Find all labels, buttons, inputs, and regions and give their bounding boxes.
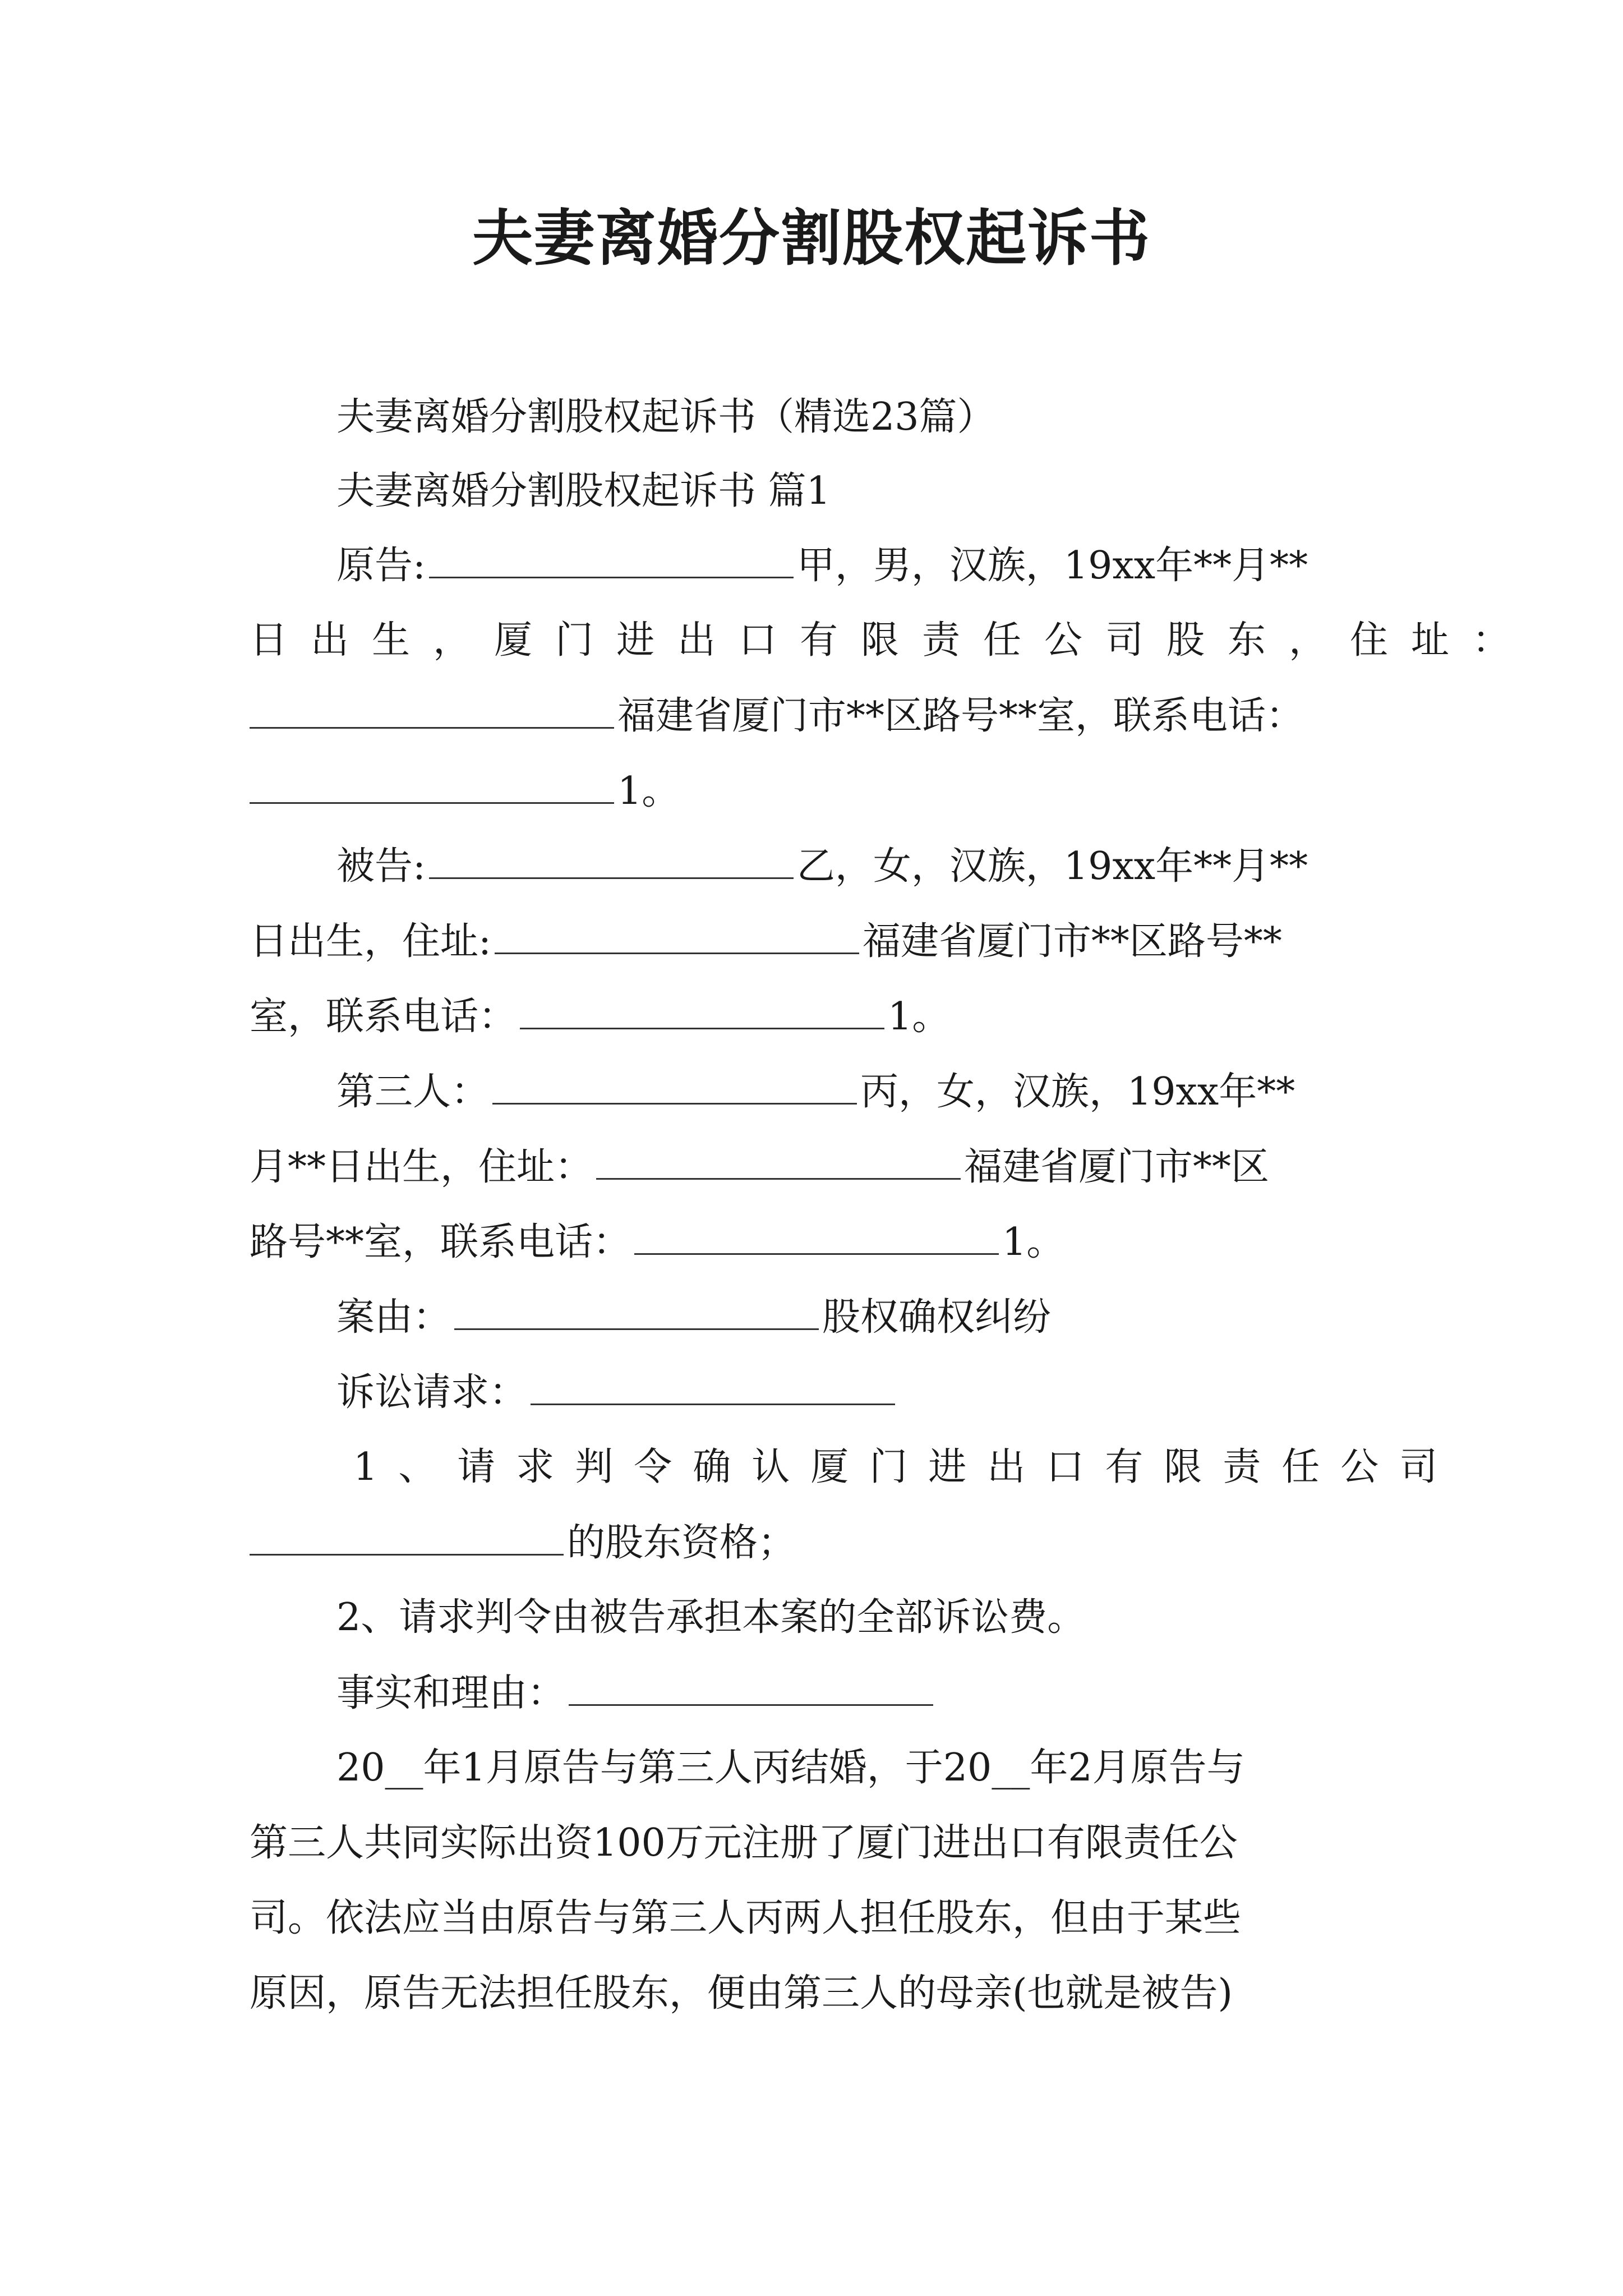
- defendant-line-3: [250, 988, 950, 1045]
- blank-field: [634, 1214, 999, 1255]
- claim-1-text: 1、请求判令确认厦门进出口有限责任公司: [353, 1445, 1459, 1489]
- third-party-birth: 月**日出生，住址：: [250, 1145, 593, 1189]
- blank-field: [495, 913, 859, 954]
- facts-paragraph-line-4: 原因，原告无法担任股东，便由第三人的母亲(也就是被告): [250, 1971, 1233, 2016]
- claims-heading: [336, 1364, 898, 1421]
- claim-1-tail: 的股东资格；: [567, 1521, 796, 1565]
- claim-2: 2、请求判令由被告承担本案的全部诉讼费。: [336, 1595, 1086, 1640]
- plaintiff-birth-company: 日出生，厦门进出口有限责任公司股东，住址：: [250, 618, 1534, 662]
- third-party-phone-label: 路号**室，联系电话：: [250, 1220, 631, 1264]
- document-title: 夫妻离婚分割股权起诉书: [472, 203, 1151, 274]
- blank-field: [250, 763, 614, 804]
- blank-field: [250, 1515, 564, 1556]
- plaintiff-line-2: [250, 613, 1533, 669]
- blank-field: [520, 988, 884, 1029]
- cause-label: 案由：: [336, 1295, 451, 1340]
- defendant-line-1: [336, 838, 1308, 895]
- subtitle: 夫妻离婚分割股权起诉书（精选23篇）: [336, 395, 995, 439]
- blank-field: [569, 1665, 933, 1706]
- plaintiff-info: 甲，男，汉族，19xx年**月**: [796, 544, 1308, 588]
- blank-field: [492, 1064, 857, 1105]
- defendant-address: 福建省厦门市**区路号**: [862, 919, 1282, 964]
- claim-1-line-2: [250, 1515, 796, 1571]
- cause-value: 股权确权纠纷: [822, 1295, 1052, 1340]
- section-heading: 夫妻离婚分割股权起诉书 篇1: [336, 469, 831, 513]
- plaintiff-line-3: [250, 688, 1304, 744]
- defendant-label: 被告:: [336, 844, 426, 889]
- blank-field: [250, 688, 614, 729]
- plaintiff-line-1: [336, 537, 1308, 594]
- third-party-line-3: [250, 1214, 1064, 1271]
- third-party-label: 第三人：: [336, 1070, 490, 1114]
- claims-label: 诉讼请求：: [336, 1370, 528, 1415]
- third-party-phone: 1。: [1002, 1220, 1065, 1264]
- blank-field: [454, 1289, 819, 1330]
- defendant-phone-label: 室，联系电话：: [250, 995, 517, 1039]
- blank-field: [429, 838, 794, 879]
- third-party-address: 福建省厦门市**区: [964, 1145, 1270, 1189]
- cause-line: [336, 1289, 1051, 1346]
- defendant-birth: 日出生，住址:: [250, 919, 491, 964]
- plaintiff-label: 原告:: [336, 544, 426, 588]
- plaintiff-line-4: [250, 763, 680, 820]
- defendant-phone: 1。: [888, 995, 951, 1039]
- claim-1-line-1: [353, 1439, 1458, 1496]
- facts-paragraph-line-2: 第三人共同实际出资100万元注册了厦门进出口有限责任公: [250, 1821, 1238, 1865]
- plaintiff-phone: 1。: [617, 769, 680, 813]
- third-party-info: 丙，女，汉族，19xx年**: [860, 1070, 1295, 1114]
- defendant-line-2: [250, 913, 1282, 970]
- facts-paragraph-line-1: 20__年1月原告与第三人丙结婚，于20__年2月原告与: [336, 1746, 1245, 1790]
- facts-paragraph-line-3: 司。依法应当由原告与第三人丙两人担任股东，但由于某些: [250, 1896, 1242, 1940]
- facts-label: 事实和理由：: [336, 1671, 566, 1715]
- blank-field: [531, 1364, 895, 1405]
- blank-field: [596, 1139, 961, 1180]
- blank-field: [429, 537, 794, 578]
- facts-heading: [336, 1665, 937, 1722]
- defendant-info: 乙，女，汉族，19xx年**月**: [796, 844, 1308, 889]
- third-party-line-1: [336, 1064, 1295, 1120]
- third-party-line-2: [250, 1139, 1269, 1195]
- plaintiff-address: 福建省厦门市**区路号**室，联系电话：: [617, 694, 1304, 738]
